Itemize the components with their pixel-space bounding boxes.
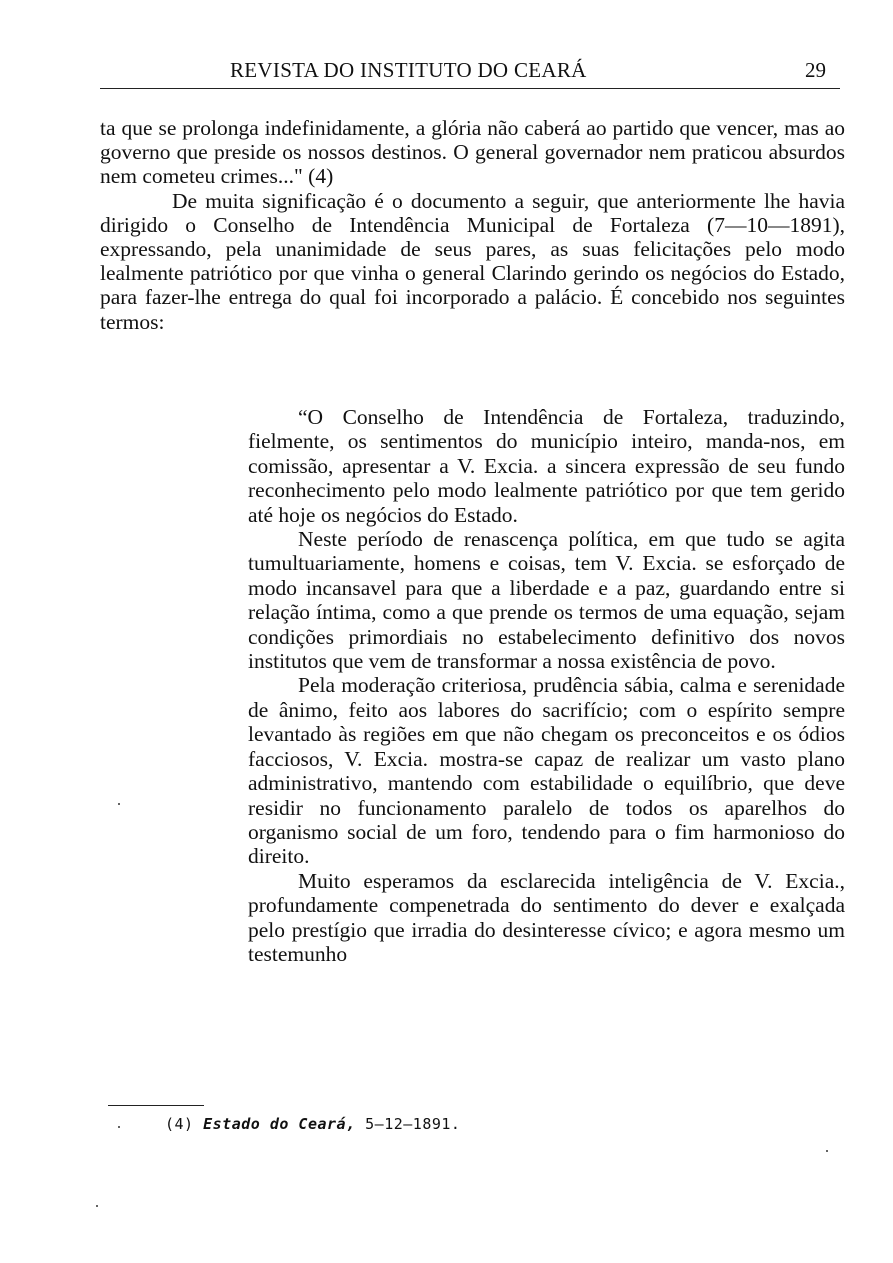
print-speck xyxy=(118,1126,120,1128)
body-text xyxy=(100,116,845,334)
quote-paragraph: Muito esperamos da esclarecida inteligência de V. Excia., profundamente compenetrada do sentimento do dever e exalçada pelo prestígio que irradia do desinteresse cívico; e agora mesmo um testemunho xyxy=(248,868,845,966)
quote-paragraph: Neste período de renascença política, em que tudo se agita tumultuariamente, homens e coisas, tem V. Excia. se esforçado de modo incansavel para que a liberdade e a paz, guardando entre si relação íntima, como a que prende os termos de uma equação, sejam condições primordiais no estabelecimento definitivo dos novos institutos que vem de transformar a nossa existência de povo. xyxy=(248,527,845,674)
block-quote xyxy=(248,405,845,966)
footnote-date: 5—12—1891. xyxy=(365,1115,461,1133)
footnote-marker: (4) xyxy=(165,1115,194,1133)
journal-title: REVISTA DO INSTITUTO DO CEARÁ xyxy=(230,58,587,82)
print-speck xyxy=(118,803,120,805)
paragraph: ta que se prolonga indefinidamente, a glória não caberá ao partido que vencer, mas ao governo que preside os nossos destinos. O general governador nem praticou absurdos nem cometeu crimes..." (4) xyxy=(100,116,845,189)
print-speck xyxy=(96,1205,98,1207)
footnote-divider xyxy=(108,1105,204,1106)
footnote xyxy=(165,1115,460,1133)
footnote-source: Estado do Ceará, xyxy=(203,1115,356,1133)
running-header xyxy=(100,58,840,89)
quote-paragraph: Pela moderação criteriosa, prudência sábia, calma e serenidade de ânimo, feito aos labores do sacrifício; com o espírito sempre levantado às regiões em que não chegam os preconceitos e os ódios facciosos, V. Excia. mostra-se capaz de realizar um vasto plano administrativo, mantendo com estabilidade o equilíbrio, que deve residir no funcionamento paralelo de todos os aparelhos do organismo social de um foro, tendendo para o fim harmonioso do direito. xyxy=(248,673,845,869)
quote-paragraph: “O Conselho de Intendência de Fortaleza, traduzindo, fielmente, os sentimentos do município inteiro, manda-nos, em comissão, apresentar a V. Excia. a sincera expressão de seu fundo reconhecimento pelo modo lealmente patriótico por que tem gerido até hoje os negócios do Estado. xyxy=(248,405,845,527)
print-speck xyxy=(826,1150,828,1152)
paragraph: De muita significação é o documento a seguir, que anteriormente lhe havia dirigido o Conselho de Intendência Municipal de Fortaleza (7—10—1891), expressando, pela unanimidade de seus pares, as suas felicitações pelo modo lealmente patriótico por que vinha o general Clarindo gerindo os negócios do Estado, para fazer-lhe entrega do qual foi incorporado a palácio. É concebido nos seguintes termos: xyxy=(100,188,845,334)
page-number: 29 xyxy=(805,58,826,82)
